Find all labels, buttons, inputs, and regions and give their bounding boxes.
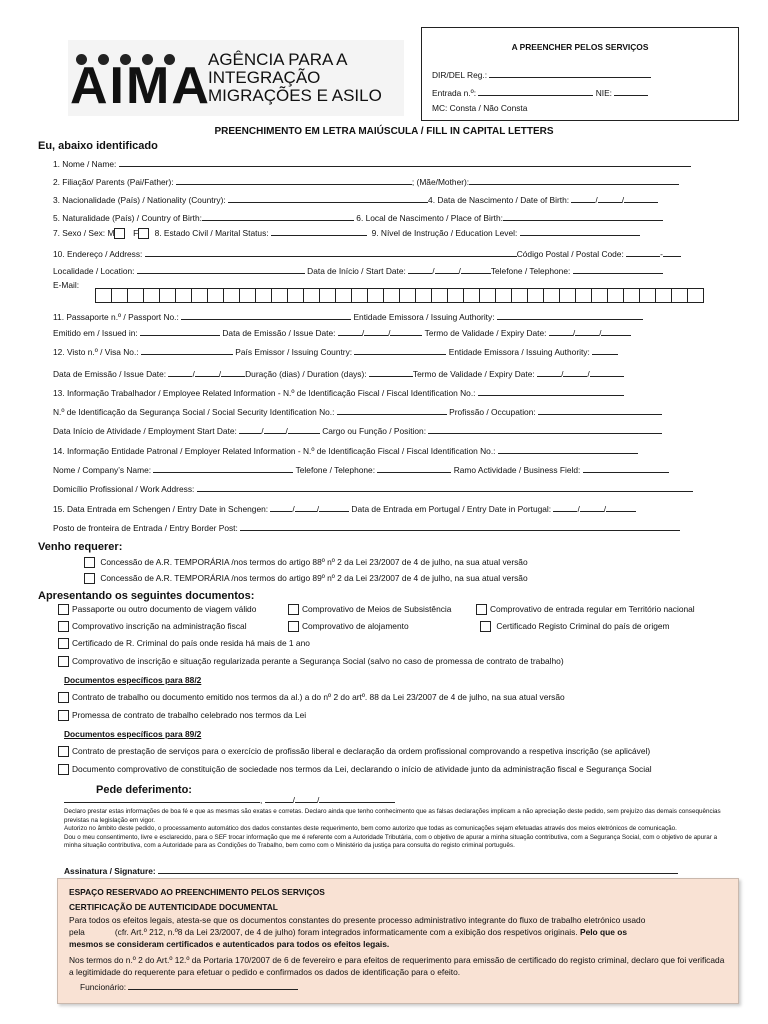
- agency-line-3: MIGRAÇÕES E ASILO: [208, 86, 382, 105]
- doc-work-contract[interactable]: [58, 692, 565, 703]
- doc-work-contract-label: Contrato de trabalho ou documento emitido nos termos da al.) a do nº 2 do artº. 88 da Lei 23/2007 de 4 de julho, na sua atual versão: [72, 692, 565, 702]
- occupation-label: Profissão / Occupation:: [449, 407, 536, 417]
- doc-company[interactable]: [58, 764, 652, 775]
- docs-88-heading: Documentos específicos para 88/2: [64, 675, 202, 685]
- border-post-label: Posto de fronteira de Entrada / Entry Border Post:: [53, 523, 238, 533]
- social-security-row[interactable]: [53, 405, 662, 418]
- passport-label: 11. Passaporte n.º / Passport No.:: [53, 312, 179, 322]
- name-label: 1. Nome / Name:: [53, 159, 117, 169]
- dir-del-label: DIR/DEL Reg.:: [432, 70, 488, 80]
- reserved-title: ESPAÇO RESERVADO AO PREENCHIMENTO PELOS SERVIÇOS: [69, 887, 325, 897]
- doc-housing-checkbox[interactable]: [288, 621, 299, 632]
- expiry-label: Termo de Validade / Expiry Date:: [424, 328, 547, 338]
- certification-line-1: Para todos os efeitos legais, atesta-se que os documentos constantes do presente processo administrativo integrante do fluxo de trabalho eletrónico usado: [69, 915, 646, 925]
- employment-row[interactable]: Data Início de Atividade / Employment Start Date: / / Cargo ou Função / Position:: [53, 424, 662, 437]
- email-label: E-Mail:: [53, 280, 80, 290]
- issued-in-label: Emitido em / Issued in:: [53, 328, 138, 338]
- deferimento-label: Pede deferimento:: [96, 784, 192, 796]
- doc-social-security-label: Comprovativo de inscrição e situação regularizada perante a Segurança Social (salvo no caso de promessa de contrato de trabalho): [72, 656, 564, 666]
- start-date-label: Data de Início / Start Date:: [307, 266, 406, 276]
- declaration-1: Declaro prestar estas informações de boa fé e que as mesmas são exatas e corretas. Declaro ainda que tenho conhecimento que as falsas declarações implicam a não apreciação deste pedido, sem prejuízo das demais consequências previstas na legislação em vigor.: [64, 808, 721, 824]
- portugal-entry-label: Data de Entrada em Portugal / Entry Date in Portugal:: [351, 504, 552, 514]
- doc-subsistence[interactable]: [288, 604, 451, 615]
- doc-work-contract-checkbox[interactable]: [58, 692, 69, 703]
- certification-text: [69, 914, 729, 978]
- doc-regular-entry-checkbox[interactable]: [476, 604, 487, 615]
- place-date-field[interactable]: , / /: [64, 793, 395, 805]
- services-title: A PREENCHER PELOS SERVIÇOS: [511, 42, 649, 52]
- logo-wordmark: AIMA: [70, 57, 211, 115]
- nationality-label: 3. Nacionalidade (País) / Nationality (Country):: [53, 195, 226, 205]
- issue-date-label: Data de Emissão / Issue Date:: [222, 328, 336, 338]
- doc-criminal-residence-checkbox[interactable]: [58, 638, 69, 649]
- passport-row[interactable]: [53, 310, 643, 323]
- doc-contract-promise[interactable]: [58, 710, 306, 721]
- reserved-area: [57, 878, 739, 1004]
- dob-label: 4. Data de Nascimento / Date of Birth:: [428, 195, 570, 205]
- company-row[interactable]: [53, 463, 669, 476]
- email-char-grid[interactable]: [96, 288, 704, 303]
- telephone-label: Telefone / Telephone:: [490, 266, 571, 276]
- entrada-field[interactable]: [432, 86, 648, 98]
- official-field[interactable]: [80, 980, 298, 992]
- employee-nif-row[interactable]: [53, 386, 624, 399]
- business-field-label: Ramo Actividade / Business Field:: [453, 465, 581, 475]
- nationality-row[interactable]: 3. Nacionalidade (País) / Nationality (Country): 4. Data de Nascimento / Date of Birth: / /: [53, 193, 658, 206]
- docs-89-heading: Documentos específicos para 89/2: [64, 729, 202, 739]
- position-label: Cargo ou Função / Position:: [322, 426, 427, 436]
- request-option-88[interactable]: [84, 557, 528, 568]
- certification-bold-start: Pelo que os: [579, 927, 627, 937]
- doc-tax[interactable]: [58, 621, 247, 632]
- certification-bold: mesmos se consideram certificados e autenticados para todos os efeitos legais.: [69, 939, 390, 949]
- employment-start-label: Data Início de Atividade / Employment Start Date:: [53, 426, 237, 436]
- address-label: 10. Endereço / Address:: [53, 249, 143, 259]
- visa-label: 12. Visto n.º / Visa No.:: [53, 347, 139, 357]
- doc-regular-entry[interactable]: [476, 604, 695, 615]
- agency-line-1: AGÊNCIA PARA A: [208, 50, 348, 69]
- doc-service-contract-label: Contrato de prestação de serviços para o exercício de profissão liberal e declaração da ordem profissional comprovando a respetiva inscrição (se aplicável): [72, 746, 651, 756]
- criminal-record-text: Nos termos do n.º 2 do Art.º 12.º da Portaria 170/2007 de 6 de fevereiro e para efeitos de requerimento para emissão de certificado do registo criminal, declaro que foi verificada a legitimidade do requerente para efetuar o pedido e confirmados os dados de identificação para o efeito.: [69, 955, 725, 977]
- dir-del-field[interactable]: [432, 68, 651, 80]
- doc-subsistence-checkbox[interactable]: [288, 604, 299, 615]
- request-option-89[interactable]: [84, 573, 528, 584]
- services-box: [421, 27, 739, 121]
- documents-heading: Apresentando os seguintes documentos:: [38, 590, 255, 602]
- doc-criminal-residence-label: Certificado de R. Criminal do país onde resida há mais de 1 ano: [72, 638, 310, 648]
- name-field[interactable]: [53, 157, 691, 170]
- work-address-label: Domicílio Profissional / Work Address:: [53, 484, 195, 494]
- doc-housing[interactable]: [288, 621, 409, 632]
- certification-pela: pela: [69, 927, 85, 937]
- border-post-row[interactable]: [53, 521, 680, 534]
- location-label: Localidade / Location:: [53, 266, 135, 276]
- doc-contract-promise-checkbox[interactable]: [58, 710, 69, 721]
- mc-status: MC: Consta / Não Consta: [432, 103, 528, 113]
- signature-field[interactable]: [64, 864, 678, 876]
- request-89-label: Concessão de A.R. TEMPORÁRIA /nos termos do artigo 89º nº 2 da Lei 23/2007 de 4 de julho, na sua atual versão: [100, 573, 528, 583]
- doc-service-contract[interactable]: [58, 746, 650, 757]
- doc-subsistence-label: Comprovativo de Meios de Subsistência: [302, 604, 452, 614]
- request-88-checkbox[interactable]: [84, 557, 95, 568]
- doc-housing-label: Comprovativo de alojamento: [302, 621, 409, 631]
- declaration-text: [64, 808, 732, 851]
- employer-nif-row[interactable]: [53, 444, 638, 457]
- identity-heading: Eu, abaixo identificado: [38, 140, 158, 152]
- postal-code-label: Código Postal / Postal Code:: [516, 249, 624, 259]
- address-row[interactable]: 10. Endereço / Address: Código Postal / Postal Code: -: [53, 247, 681, 260]
- company-name-label: Nome / Company’s Name:: [53, 465, 152, 475]
- parents-field[interactable]: [53, 175, 679, 188]
- mother-label: ; (Mãe/Mother):: [411, 177, 470, 187]
- doc-passport[interactable]: [58, 604, 256, 615]
- declaration-2: Autorizo no âmbito deste pedido, o processamento automático dos dados constantes deste requerimento, bem como autorizo que todas as comunicações sejam efetuadas através dos meios eletrónicos de comunicação.: [64, 825, 677, 833]
- visa-issue-label: Data de Emissão / Issue Date:: [53, 369, 167, 379]
- declaration-3: Dou o meu consentimento, livre e esclarecido, para o SEF trocar informação que me é referente com a Autoridade Tributária, com o objetivo de apurar a minha situação contributiva, com a Segurança Social, com o objetivo de apurar a minha situação contributiva, com a Autoridade para as Condições do Trabalho, bem como com o Ministério da justiça para consulta do registo criminal português.: [64, 833, 718, 850]
- sex-m-checkbox[interactable]: [114, 228, 125, 239]
- location-row[interactable]: Localidade / Location: Data de Início / Start Date: / / Telefone / Telephone:: [53, 264, 663, 277]
- reserved-subtitle: CERTIFICAÇÃO DE AUTENTICIDADE DOCUMENTAL: [69, 902, 278, 912]
- passport-authority-label: Entidade Emissora / Issuing Authority:: [353, 312, 495, 322]
- place-birth-label: 6. Local de Nascimento / Place of Birth:: [356, 213, 503, 223]
- sex-f-label: F: [133, 228, 139, 238]
- employee-info-label: 13. Informação Trabalhador / Employee Related Information - N.º de Identificação Fiscal / Fiscal Identification No.:: [53, 388, 476, 398]
- agency-line-2: INTEGRAÇÃO: [208, 68, 321, 87]
- sex-m-label: M: [107, 228, 115, 238]
- doc-tax-checkbox[interactable]: [58, 621, 69, 632]
- education-label: 9. Nível de Instrução / Education Level:: [371, 228, 518, 238]
- request-89-checkbox[interactable]: [84, 573, 95, 584]
- request-88-label: Concessão de A.R. TEMPORÁRIA /nos termos do artigo 88º nº 2 da Lei 23/2007 de 4 de julho, na sua atual versão: [100, 557, 528, 567]
- signature-label: Assinatura / Signature:: [64, 866, 156, 876]
- doc-company-label: Documento comprovativo de constituição de sociedade nos termos da Lei, declarando o início de atividade junto da administração fiscal e Segurança Social: [72, 764, 652, 774]
- visa-dates-row[interactable]: Data de Emissão / Issue Date: / / Duração (dias) / Duration (days): Termo de Validade / Expiry Date: / /: [53, 367, 624, 380]
- doc-criminal-origin[interactable]: [480, 621, 670, 632]
- father-label: 2. Filiação/ Parents (Pai/Father):: [53, 177, 174, 187]
- doc-social-security[interactable]: [58, 656, 564, 667]
- visa-row[interactable]: [53, 345, 618, 358]
- sex-marital-row[interactable]: [53, 226, 640, 239]
- doc-passport-label: Passaporte ou outro documento de viagem válido: [72, 604, 257, 614]
- doc-social-security-checkbox[interactable]: [58, 656, 69, 667]
- agency-logo: [68, 40, 404, 116]
- issued-row[interactable]: Emitido em / Issued in: Data de Emissão / Issue Date: / / Termo de Validade / Expiry Date: / /: [53, 326, 631, 339]
- doc-company-checkbox[interactable]: [58, 764, 69, 775]
- birthplace-row[interactable]: [53, 211, 663, 224]
- doc-service-contract-checkbox[interactable]: [58, 746, 69, 757]
- duration-label: Duração (dias) / Duration (days):: [245, 369, 367, 379]
- entry-dates-row[interactable]: 15. Data Entrada em Schengen / Entry Date in Schengen: / / Data de Entrada em Portugal / Entry Date in Portugal: / /: [53, 502, 636, 515]
- doc-passport-checkbox[interactable]: [58, 604, 69, 615]
- visa-expiry-label: Termo de Validade / Expiry Date:: [412, 369, 535, 379]
- request-heading: Venho requerer:: [38, 541, 123, 553]
- official-label: Funcionário:: [80, 982, 127, 992]
- marital-label: 8. Estado Civil / Marital Status:: [154, 228, 269, 238]
- doc-contract-promise-label: Promessa de contrato de trabalho celebrado nos termos da Lei: [72, 710, 307, 720]
- entrada-label: Entrada n.º:: [432, 88, 477, 98]
- country-birth-label: 5. Naturalidade (País) / Country of Birth:: [53, 213, 202, 223]
- doc-criminal-origin-checkbox[interactable]: [480, 621, 491, 632]
- doc-criminal-residence[interactable]: [58, 638, 310, 649]
- visa-country-label: País Emissor / Issuing Country:: [235, 347, 353, 357]
- nie-label: NIE:: [595, 88, 612, 98]
- sex-label: 7. Sexo / Sex:: [53, 228, 106, 238]
- sex-f-checkbox[interactable]: [138, 228, 149, 239]
- doc-criminal-origin-label: Certificado Registo Criminal do país de origem: [496, 621, 670, 631]
- certification-line-2: (cfr. Art.º 212, n.º8 da Lei 23/2007, de 4 de julho) foram integrados informaticamente com a exibição dos respetivos originais.: [114, 927, 578, 937]
- company-telephone-label: Telefone / Telephone:: [295, 465, 376, 475]
- doc-tax-label: Comprovativo inscrição na administração fiscal: [72, 621, 247, 631]
- visa-authority-label: Entidade Emissora / Issuing Authority:: [448, 347, 590, 357]
- work-address-row[interactable]: [53, 482, 693, 495]
- social-security-label: N.º de Identificação da Segurança Social / Social Security Identification No.:: [53, 407, 335, 417]
- employer-info-label: 14. Informação Entidade Patronal / Employer Related Information - N.º de Identificação Fiscal / Fiscal Identification No.:: [53, 446, 496, 456]
- schengen-entry-label: 15. Data Entrada em Schengen / Entry Date in Schengen:: [53, 504, 269, 514]
- doc-regular-entry-label: Comprovativo de entrada regular em Território nacional: [490, 604, 695, 614]
- agency-name: [208, 51, 382, 105]
- form-title: PREENCHIMENTO EM LETRA MAIÚSCULA / FILL IN CAPITAL LETTERS: [214, 126, 554, 137]
